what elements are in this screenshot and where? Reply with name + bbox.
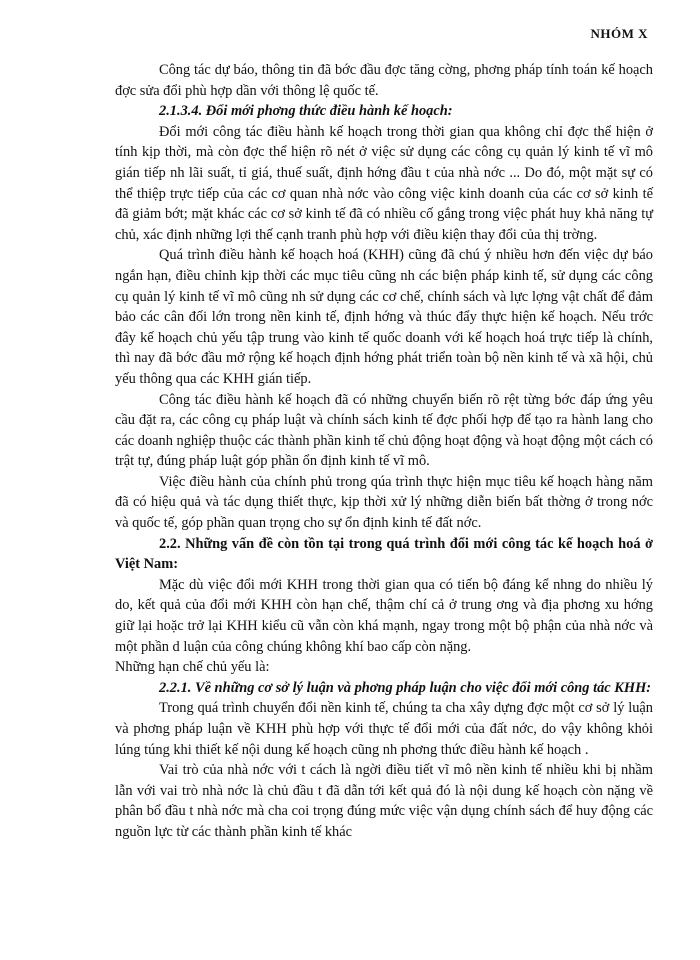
- paragraph-limitations-intro: Mặc dù việc đổi mới KHH trong thời gian qua có tiến bộ đáng kể nhng do nhiều lý do, kết quả của đổi mới KHH còn hạn chế, thậm chí cả ở trung ơng và địa phơng xu hớng giữ lại hoặc trở lại KHH kiểu cũ vẫn còn khá mạnh, ngay trong một bộ phận của nhà nớc và một phần d luận của công chúng không khí bao cấp còn nặng.: [115, 576, 653, 655]
- paragraph-main-limitations: Những hạn chế chủ yếu là:: [115, 659, 270, 676]
- group-header: NHÓM X: [590, 26, 648, 41]
- document-body: [115, 60, 653, 843]
- section-heading-2-2: 2.2. Những vấn đề còn tồn tại trong quá trình đổi mới công tác kế hoạch hoá ở Việt Nam:: [115, 535, 653, 573]
- paragraph-planning-process: Quá trình điều hành kế hoạch hoá (KHH) cũng đã chú ý nhiều hơn đến việc dự báo ngắn hạn, điều chỉnh kịp thời các mục tiêu cũng nh các biện pháp kinh tế, sử dụng các công cụ quản lý kinh tế vĩ mô cũng nh sử dụng các cơ chế, chính sách và lực lợng vật chất để đảm bảo các cân đối lớn trong nền kinh tế, định hớng và thúc đẩy thực hiện kế hoạch. Nếu trớc đây kế hoạch chủ yếu tập trung vào kinh tế quốc doanh với kế hoạch hoá trực tiếp là chính, thì nay đã bớc đầu mở rộng kế hoạch định hớng phát triển toàn bộ nền kinh tế và xã hội, chủ yếu thông qua các KHH gián tiếp.: [115, 247, 653, 387]
- paragraph-forecasting: Công tác dự báo, thông tin đã bớc đầu đợc tăng cờng, phơng pháp tính toán kế hoạch đợc sửa đổi phù hợp dần với thông lệ quốc tế.: [115, 62, 653, 99]
- section-heading-2-1-3-4: 2.1.3.4. Đổi mới phơng thức điều hành kế hoạch:: [159, 103, 453, 120]
- paragraph-state-role: Vai trò của nhà nớc với t cách là ngời điều tiết vĩ mô nền kinh tế nhiều khi bị nhầm lẫn với vai trò nhà nớc là chủ đầu t đã dẫn tới kết quả đó là nội dung kế hoạch còn nặng về phân bổ đầu t nhà nớc mà cha coi trọng đúng mức việc vận dụng chính sách để huy động các nguồn lực từ các thành phần kinh tế khác: [115, 762, 653, 840]
- paragraph-government-management: Việc điều hành của chính phủ trong qúa trình thực hiện mục tiêu kế hoạch hàng năm đã có hiệu quả và tác dụng thiết thực, kịp thời xử lý những diễn biến bất thờng ở trong nớc và quốc tế, góp phần quan trọng cho sự ổn định kinh tế đất nớc.: [115, 473, 653, 532]
- paragraph-theory-basis: Trong quá trình chuyển đổi nền kinh tế, chúng ta cha xây dựng đợc một cơ sở lý luận và phơng pháp luận về KHH phù hợp với thực tế đổi mới của đất nớc, do vậy không khỏi lúng túng khi thiết kế nội dung kế hoạch cũng nh phơng thức điều hành kế hoạch .: [115, 700, 653, 758]
- section-heading-2-2-1: 2.2.1. Về những cơ sở lý luận và phơng pháp luận cho việc đổi mới công tác KHH:: [159, 679, 652, 696]
- paragraph-management-reform: Đổi mới công tác điều hành kế hoạch trong thời gian qua không chỉ đợc thể hiện ở tính kịp thời, mà còn đợc thể hiện rõ nét ở việc sử dụng các công cụ quản lý kinh tế vĩ mô gián tiếp nh lãi suất, tỉ giá, thuế suất, định hớng đầu t của nhà nớc ... Do đó, một mặt sự có thể thiệp trực tiếp của các cơ quan nhà nớc vào công việc kinh doanh của các cơ sở kinh tế đã giảm bớt; mặt khác các cơ sở kinh tế đã có nhiều cố gắng trong việc phát huy khả năng tự chủ, xác định những lợi thế cạnh tranh phù hợp với điều kiện thay đổi của thị trờng.: [115, 123, 653, 243]
- paragraph-management-changes: Công tác điều hành kế hoạch đã có những chuyển biến rõ rệt từng bớc đáp ứng yêu cầu đặt ra, các công cụ pháp luật và chính sách kinh tế đợc phối hợp để tạo ra hành lang cho các doanh nghiệp thuộc các thành phần kinh tế chủ động hoạt động và hoạt động một cách có trật tự, đúng pháp luật góp phần ổn định kinh tế vĩ mô.: [115, 391, 653, 470]
